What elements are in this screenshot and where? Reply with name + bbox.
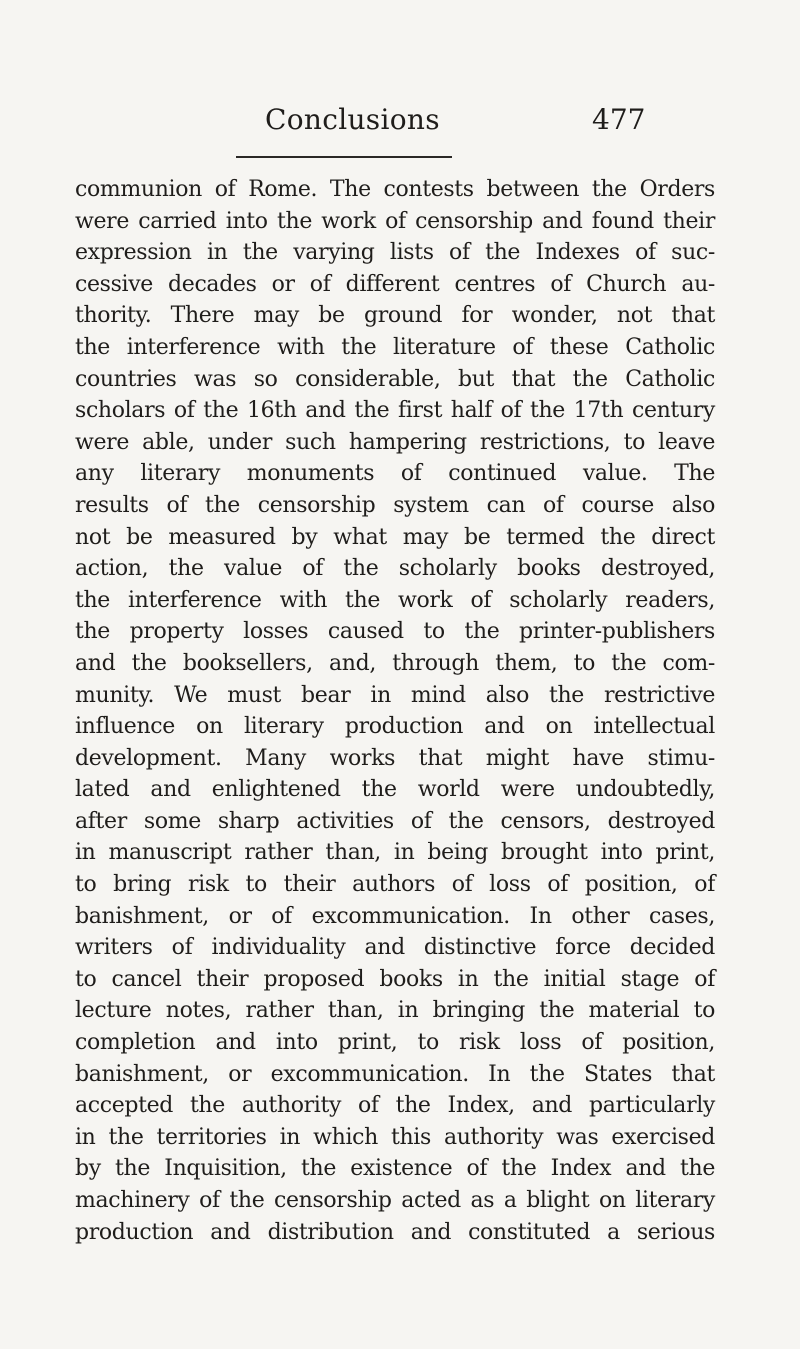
text-line: the interference with the work of scholarly readers, (75, 587, 715, 613)
page-number: 477 (592, 103, 646, 136)
text-line: results of the censorship system can of course also (75, 492, 715, 518)
text-line: action, the value of the scholarly books destroyed, (75, 556, 715, 582)
text-line: influence on literary production and on intellectual (75, 714, 715, 740)
text-line: thority. There may be ground for wonder, not that (75, 303, 715, 329)
text-line: lated and enlightened the world were undoubtedly, (75, 777, 715, 803)
text-line: by the Inquisition, the existence of the Index and the (75, 1156, 715, 1182)
text-line: munity. We must bear in mind also the restrictive (75, 682, 715, 708)
running-head: Conclusions (265, 103, 440, 136)
text-line: and the booksellers, and, through them, to the com- (75, 650, 715, 676)
text-line: were carried into the work of censorship and found their (75, 208, 715, 234)
text-line: lecture notes, rather than, in bringing the material to (75, 998, 715, 1024)
text-line: to cancel their proposed books in the initial stage of (75, 966, 715, 992)
page-header (0, 100, 800, 140)
text-line: cessive decades or of different centres of Church au- (75, 271, 715, 297)
text-line: were able, under such hampering restrictions, to leave (75, 429, 715, 455)
text-line: machinery of the censorship acted as a blight on literary (75, 1188, 715, 1213)
text-line: development. Many works that might have stimu- (75, 745, 715, 771)
text-line: countries was so considerable, but that the Catholic (75, 366, 715, 392)
text-line: scholars of the 16th and the first half of the 17th century (75, 398, 715, 424)
text-line: any literary monuments of continued value. The (75, 461, 715, 487)
text-line: expression in the varying lists of the Indexes of suc- (75, 240, 715, 266)
text-line: banishment, or of excommunication. In other cases, (75, 903, 715, 929)
text-line: banishment, or excommunication. In the States that (75, 1061, 715, 1087)
text-line: accepted the authority of the Index, and particularly (75, 1093, 715, 1119)
text-line: writers of individuality and distinctive force decided (75, 935, 715, 961)
text-line: the interference with the literature of these Catholic (75, 334, 715, 360)
text-line: production and distribution and constituted a serious (75, 1219, 715, 1245)
text-line: after some sharp activities of the censors, destroyed (75, 808, 715, 834)
text-line: the property losses caused to the printer-publishers (75, 619, 715, 645)
text-line: in manuscript rather than, in being brought into print, (75, 840, 715, 866)
text-line: not be measured by what may be termed the direct (75, 524, 715, 550)
header-rule (236, 156, 452, 158)
text-line: communion of Rome. The contests between the Orders (75, 177, 715, 202)
text-line: in the territories in which this authority was exercised (75, 1124, 715, 1150)
text-line: to bring risk to their authors of loss of position, of (75, 872, 715, 898)
body-text (75, 174, 715, 1248)
text-line: completion and into print, to risk loss of position, (75, 1030, 715, 1056)
